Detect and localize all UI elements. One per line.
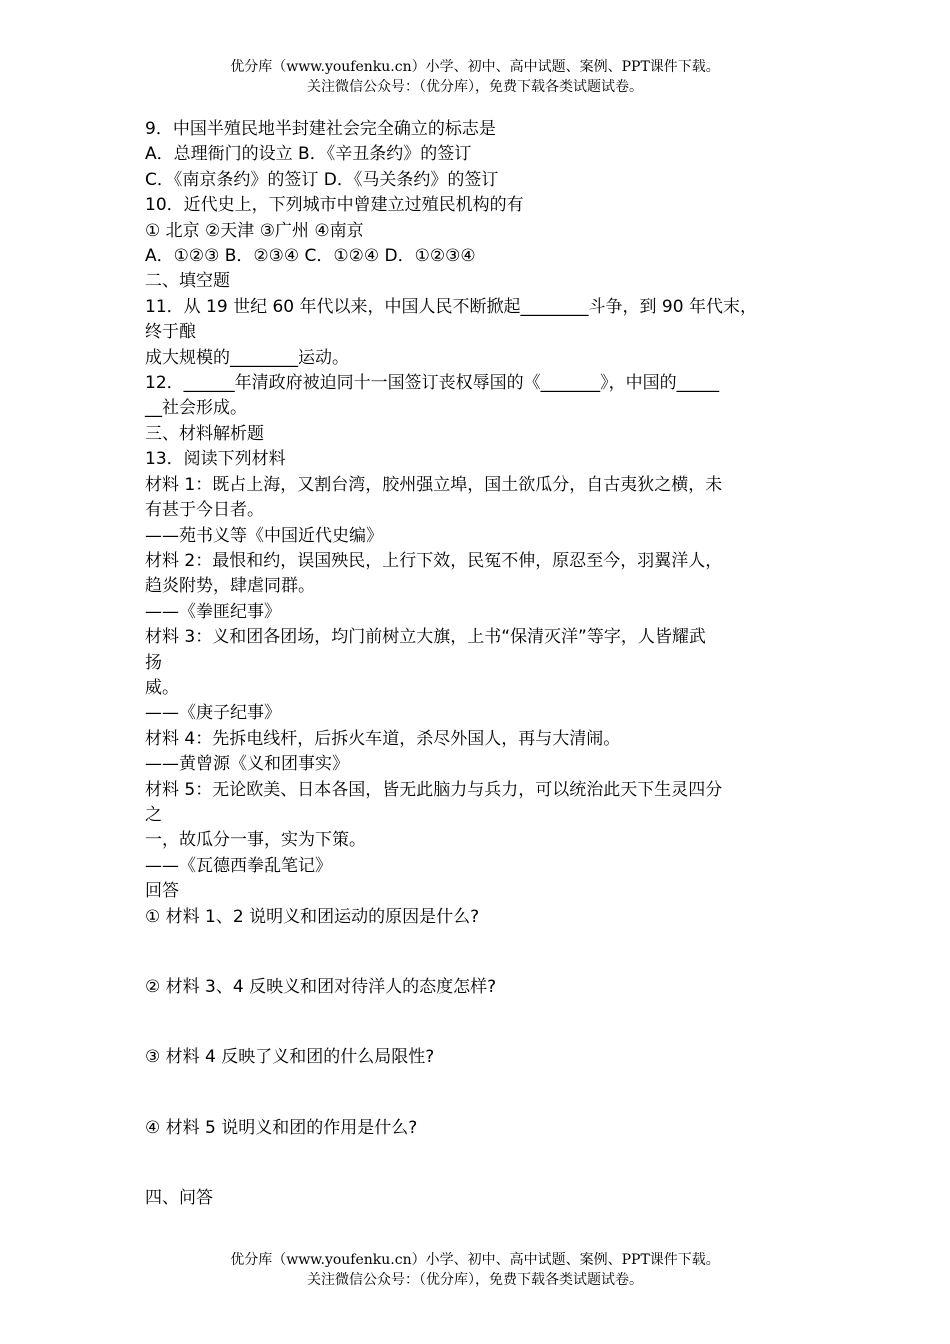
question-12-line-2: __社会形成。 (145, 398, 247, 419)
page-footer (0, 1250, 950, 1290)
question-10-items: ① 北京 ②天津 ③广州 ④南京 (145, 220, 364, 241)
answer-heading: 回答 (145, 881, 179, 902)
sub-question-2: ② 材料 3、4 反映义和团对待洋人的态度怎样? (145, 977, 497, 997)
answer-space-1 (145, 930, 815, 975)
question-11-line-2: 终于酿 (145, 322, 196, 343)
document-body (145, 117, 815, 1212)
answer-space-4 (145, 1141, 815, 1186)
question-13: 13．阅读下列材料 (145, 449, 286, 470)
question-10-options: A．①②③ B．②③④ C．①②④ D．①②③④ (145, 246, 476, 267)
answer-space-2 (145, 1000, 815, 1045)
sub-question-4: ④ 材料 5 说明义和团的作用是什么? (145, 1117, 418, 1138)
question-9-options-ab: A．总理衙门的设立 B．《辛丑条约》的签订 (145, 144, 472, 165)
question-12-line-1: 12．______年清政府被迫同十一国签订丧权辱国的《_______》，中国的_____ (145, 373, 720, 394)
material-1-source: ——苑书义等《中国近代史编》 (145, 525, 383, 546)
material-5-line-1: 材料 5：无论欧美、日本各国，皆无此脑力与兵力，可以统治此天下生灵四分 (145, 779, 723, 800)
material-4-source: ——黄曾源《义和团事实》 (145, 754, 349, 775)
question-11-line-1: 11．从 19 世纪 60 年代以来，中国人民不断掀起________斗争，到 90 年代末， (145, 296, 757, 317)
material-1-line-2: 有甚于今日者。 (145, 500, 264, 521)
section-fill-in-title: 二、填空题 (145, 271, 230, 292)
material-1-line-1: 材料 1：既占上海，又割台湾，胶州强立埠，国土欲瓜分，自古夷狄之横，未 (145, 474, 723, 495)
page-header (0, 57, 950, 97)
material-5-line-3: 一，故瓜分一事，实为下策。 (145, 830, 366, 851)
header-line-1: 优分库（www.youfenku.cn）小学、初中、高中试题、案例、PPT课件下载。 (230, 59, 720, 75)
footer-line-2: 关注微信公众号：（优分库），免费下载各类试题试卷。 (307, 1272, 643, 1288)
sub-question-3: ③ 材料 4 反映了义和团的什么局限性? (145, 1047, 435, 1068)
question-9-options-cd: C．《南京条约》的签订 D．《马关条约》的签订 (145, 169, 499, 190)
material-3-source: ——《庚子纪事》 (145, 703, 281, 724)
material-3-line-3: 威。 (145, 677, 179, 698)
material-2-source: ——《拳匪纪事》 (145, 601, 281, 622)
header-line-2: 关注微信公众号：（优分库），免费下载各类试题试卷。 (307, 79, 643, 95)
material-5-line-2: 之 (145, 804, 162, 825)
question-10: 10．近代史上，下列城市中曾建立过殖民机构的有 (145, 195, 524, 216)
question-11-line-3: 成大规模的________运动。 (145, 347, 349, 368)
material-3-line-2: 扬 (145, 652, 162, 673)
sub-question-1: ① 材料 1、2 说明义和团运动的原因是什么? (145, 906, 480, 927)
material-5-source: ——《瓦德西拳乱笔记》 (145, 855, 332, 876)
answer-space-3 (145, 1071, 815, 1116)
material-2-line-2: 趋炎附势，肆虐同群。 (145, 576, 315, 597)
material-4-line-1: 材料 4：先拆电线杆，后拆火车道，杀尽外国人，再与大清闹。 (145, 728, 621, 749)
question-9: 9．中国半殖民地半封建社会完全确立的标志是 (145, 119, 496, 139)
section-qa-title: 四、问答 (145, 1188, 213, 1209)
material-2-line-1: 材料 2：最恨和约，误国殃民，上行下效，民冤不伸，原忍至今，羽翼洋人， (145, 550, 723, 571)
section-material-title: 三、材料解析题 (145, 423, 264, 444)
footer-line-1: 优分库（www.youfenku.cn）小学、初中、高中试题、案例、PPT课件下载。 (230, 1252, 720, 1268)
material-3-line-1: 材料 3：义和团各团场，均门前树立大旗，上书“保清灭洋”等字，人皆耀武 (145, 627, 706, 648)
